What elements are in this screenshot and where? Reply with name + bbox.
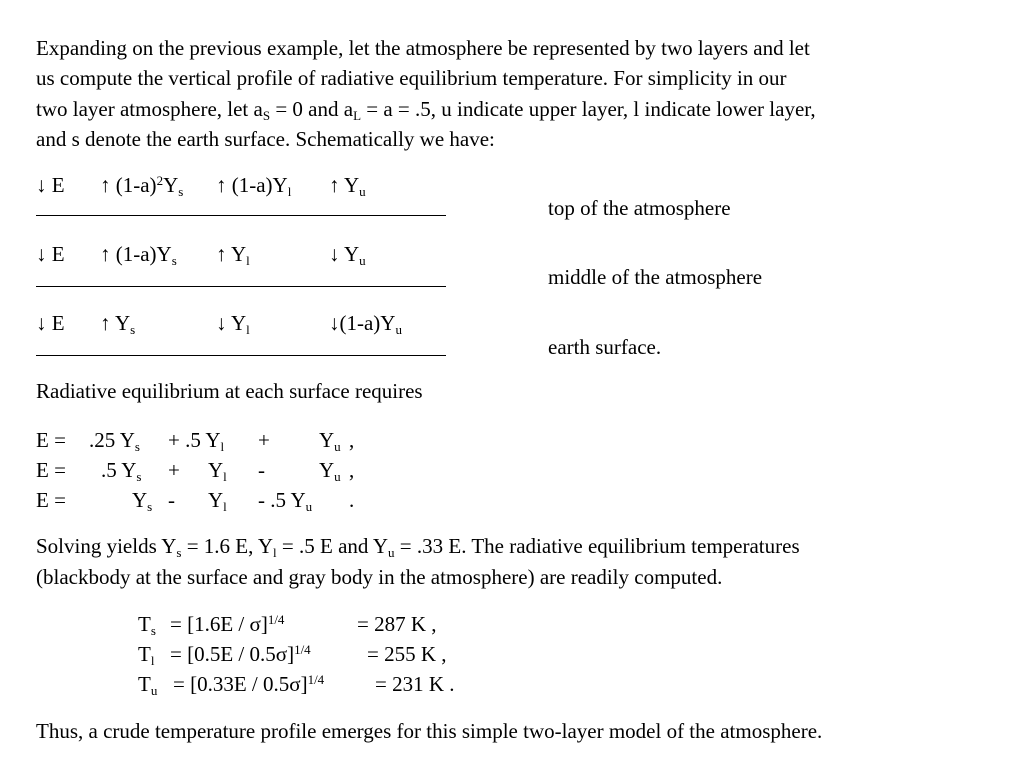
flux-e-down: ↓ E [36,242,65,266]
flux-surface-up: ↑ $Y_s$ [100,311,136,337]
flux-lower-down: ↓ $Y_l$ [216,311,250,337]
flux-upper-down: $↓(1-a)Y_u$ [329,311,402,337]
intro-line-1: Expanding on the previous example, let the atmosphere be represented by two layers and let [36,36,810,60]
layer-divider-top [36,215,446,216]
solution-line-1: Solving yields $Y_s = 1.6$ E, $Y_l = .5$ E and $Y_u = .33$ E. The radiative equilibrium temperatures [36,534,800,560]
intro-line-2: us compute the vertical profile of radiative equilibrium temperature. For simplicity in our [36,66,787,90]
intro-line-4: and s denote the earth surface. Schematically we have: [36,127,495,151]
layer-divider-middle [36,286,446,287]
flux-lower-up: ↑ $Y_l$ [216,242,250,268]
flux-upper-down: ↓ $Y_u$ [329,242,366,268]
flux-surface-up: ↑ $(1-a)^2Y_s$ [100,173,184,199]
intro-line-3: two layer atmosphere, let $a_S = 0$ and $a_L = a = .5$, u indicate upper layer, l indicate lower layer, [36,97,816,123]
flux-upper-up: ↑ $Y_u$ [329,173,366,199]
flux-e-down: ↓ E [36,311,65,335]
solution-line-2: (blackbody at the surface and gray body in the atmosphere) are readily computed. [36,565,723,589]
flux-surface-up: ↑ $(1-a)Y_s$ [100,242,177,268]
slide: Expanding on the previous example, let the atmosphere be represented by two layers and let us compute the vertical profile of radiative equilibrium temperature. For simplicity in our two layer atmosphere, let $a_S = 0$ and $a_L = a = .5$, u indicate upper layer, l indicate lower layer, and s denote the earth surface. Schematically we have: ↓ E ↑ $(1-a)^2Y_s$ ↑ $(1-a)Y_l$ ↑ $Y_u$ top of the atmosphere ↓ E ↑ $(1-a)Y_s$ ↑ $Y_l$ ↓ $Y_u$ middle of the atmosphere ↓ E ↑ $Y_s$ ↓ $Y_l$ $↓(1-a)Y_u$ earth surface. Radiative equilibrium at each surface requires E = .25 $Y_s$ + .5 $Y_l$ + $Y_u$ , E = .5 $Y_s$ + $Y_l$ - $Y_u$ , E = $Y_s$ - $Y_l$ - .5 $Y_u$ . Solving yields $Y_s = 1.6$ E, $Y_l = .5$ E and $Y_u = .33$ E. The radiative equilibrium temperatures (blackbody at the surface and gray body in the atmosphere) are readily computed. $T_s$ = [1.6E / σ]$^{1/4}$ = 287 K , $T_l$ = [0.5E / 0.5σ]$^{1/4}$ = 255 K , $T_u$ = [0.33E / 0.5σ]$^{1/4}$ = 231 K . Thus, a crude temperature profile emerges for this simple two-layer model of the atmosphere. [0,0,1024,768]
label-top-of-atmosphere: top of the atmosphere [548,196,731,220]
layer-divider-surface [36,355,446,356]
flux-e-down: ↓ E [36,173,65,197]
conclusion: Thus, a crude temperature profile emerges for this simple two-layer model of the atmosphere. [36,719,823,743]
label-earth-surface: earth surface. [548,335,662,359]
label-middle-of-atmosphere: middle of the atmosphere [548,265,763,289]
equilibrium-heading: Radiative equilibrium at each surface requires [36,379,423,403]
flux-lower-up: ↑ $(1-a)Y_l$ [216,173,292,199]
